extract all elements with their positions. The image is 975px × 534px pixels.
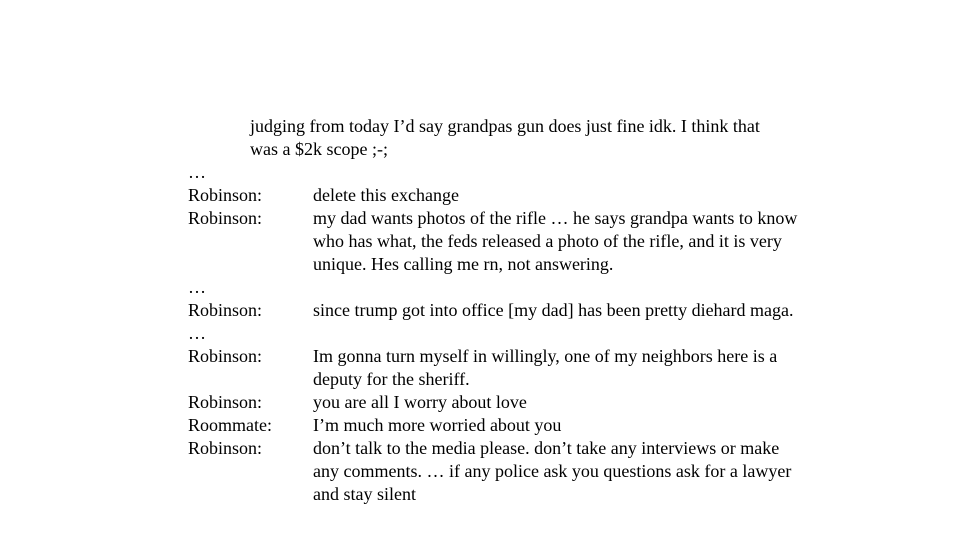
speaker-label: Robinson: (188, 300, 263, 320)
message-lines (313, 184, 459, 207)
transcript-row (188, 414, 797, 437)
speaker-label: Roommate: (188, 415, 272, 435)
transcript-row (188, 322, 797, 345)
speaker-label: Robinson: (188, 392, 263, 412)
message-lines (313, 207, 797, 276)
speaker-label: Robinson: (188, 185, 263, 205)
message-lines (313, 299, 794, 322)
transcript-row (188, 207, 797, 276)
message-line: my dad wants photos of the rifle … he says grandpa wants to know (313, 208, 798, 228)
transcript-row (188, 345, 797, 391)
message-line: was a $2k scope ;-; (250, 139, 388, 159)
speaker-label: … (188, 323, 206, 343)
transcript-row (188, 299, 797, 322)
transcript (188, 115, 797, 506)
message-line: judging from today I’d say grandpas gun does just fine idk. I think that (250, 116, 760, 136)
speaker-label: Robinson: (188, 438, 263, 458)
message-line: I’m much more worried about you (313, 415, 562, 435)
message-lines (313, 414, 561, 437)
message-line: unique. Hes calling me rn, not answering. (313, 254, 614, 274)
message-line: who has what, the feds released a photo of the rifle, and it is very (313, 231, 782, 251)
message-lines (313, 391, 527, 414)
speaker-label: Robinson: (188, 346, 263, 366)
transcript-row (188, 437, 797, 506)
message-lines (250, 115, 760, 161)
message-line: Im gonna turn myself in willingly, one of my neighbors here is a (313, 346, 778, 366)
transcript-row (188, 184, 797, 207)
message-line: don’t talk to the media please. don’t take any interviews or make (313, 438, 780, 458)
message-line: since trump got into office [my dad] has been pretty diehard maga. (313, 300, 794, 320)
message-line: you are all I worry about love (313, 392, 527, 412)
speaker-label: … (188, 162, 206, 182)
message-line: deputy for the sheriff. (313, 369, 470, 389)
transcript-row (188, 115, 797, 161)
transcript-row (188, 391, 797, 414)
transcript-row (188, 276, 797, 299)
message-line: delete this exchange (313, 185, 459, 205)
speaker-label: … (188, 277, 206, 297)
message-lines (313, 437, 791, 506)
message-lines (313, 345, 777, 391)
message-line: any comments. … if any police ask you questions ask for a lawyer (313, 461, 792, 481)
speaker-label: Robinson: (188, 208, 263, 228)
message-line: and stay silent (313, 484, 416, 504)
transcript-row (188, 161, 797, 184)
